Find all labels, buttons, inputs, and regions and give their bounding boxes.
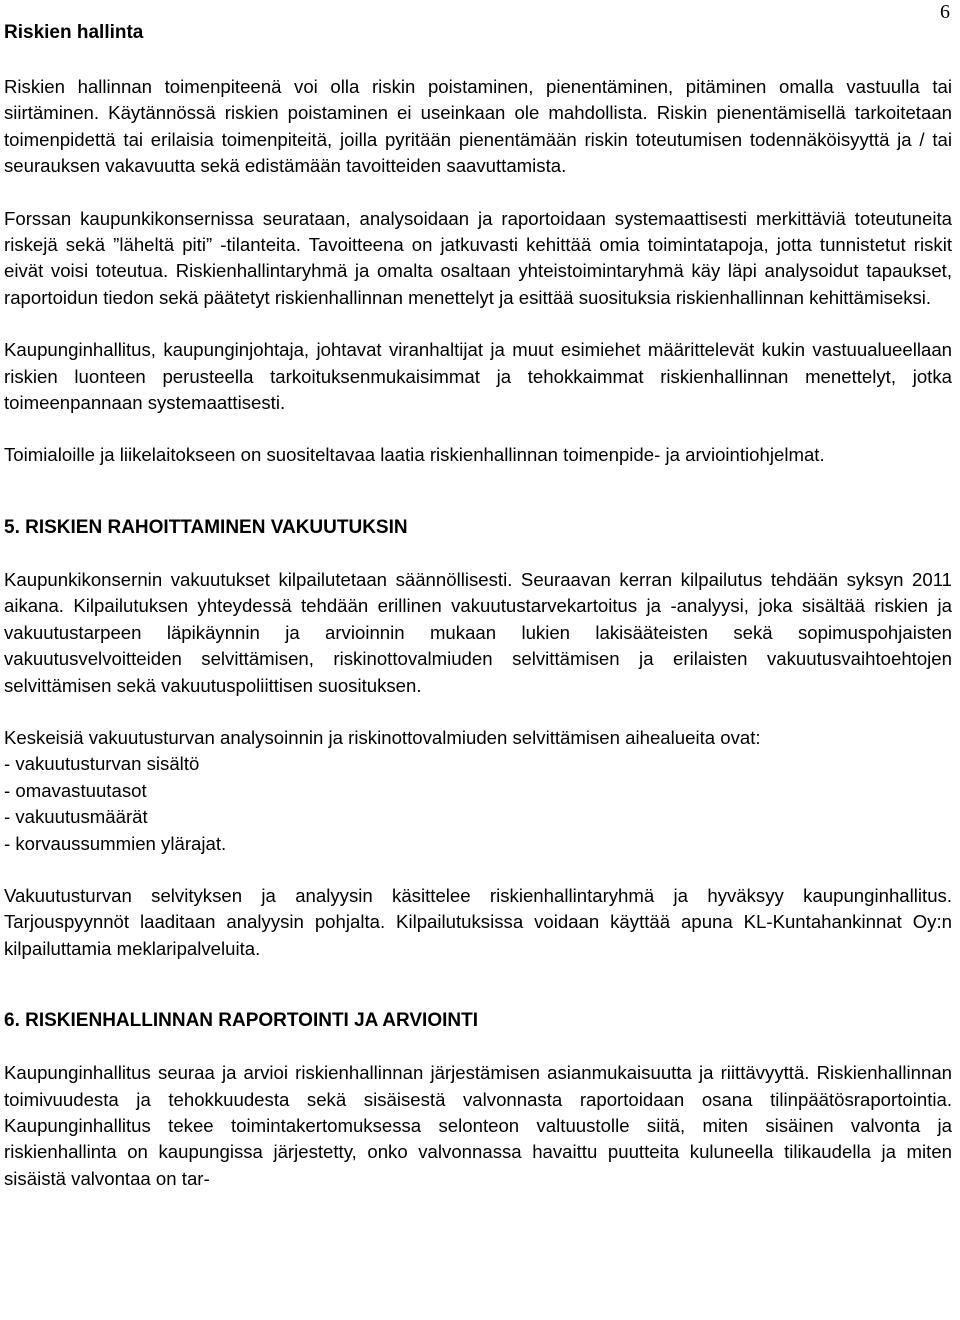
paragraph-list-intro: Keskeisiä vakuutusturvan analysoinnin ja riskinottovalmiuden selvittämisen aihealueita ovat: xyxy=(4,726,761,748)
list-item: - vakuutusmäärät xyxy=(4,806,148,828)
paragraph-insurance-tendering: Kaupunkikonsernin vakuutukset kilpailutetaan säännöllisesti. Seuraavan kerran kilpailutus tehdään syksyn 2011 aikana. Kilpailutuksen yhteydessä tehdään erillinen vakuutustarvekartoitus ja -analyysi, joka sisältää riskien ja vakuutustarpeen läpikäynnin ja arvioinnin mukaan lukien lakisääteisten sekä sopimuspohjaisten vakuutusvelvoitteiden selvittämisen, riskinottovalmiuden selvittämisen ja erilaisten vakuutusvaihtoehtojen selvittämisen sekä vakuutuspoliittisen suosituksen. xyxy=(4,568,952,696)
paragraph-forssa-monitoring: Forssan kaupunkikonsernissa seurataan, analysoidaan ja raportoidaan systemaattisesti merkittäviä toteutuneita riskejä sekä ”läheltä piti” -tilanteita. Tavoitteena on jatkuvasti kehittää omia toimintatapoja, jotta tunnistetut riskit eivät voisi toteutua. Riskienhallintaryhmä ja omalta osaltaan yhteistoimintaryhmä käy läpi analysoidut tapaukset, raportoidun tiedon sekä päätetyt riskienhallinnan menettelyt ja esittää suosituksia riskienhallinnan kehittämiseksi. xyxy=(4,207,952,308)
section-6-heading: 6. RISKIENHALLINNAN RAPORTOINTI JA ARVIOINTI xyxy=(4,1010,478,1032)
section-5-heading: 5. RISKIEN RAHOITTAMINEN VAKUUTUKSIN xyxy=(4,516,408,538)
section-title-riskien-hallinta: Riskien hallinta xyxy=(4,22,144,43)
paragraph-management-responsibilities: Kaupunginhallitus, kaupunginjohtaja, johtavat viranhaltijat ja muut esimiehet määrittelevät kukin vastuualueellaan riskien luonteen perusteella tarkoituksenmukaisimmat ja tehokkaimmat riskienhallinnan menettelyt, jotka toimeenpannaan systemaattisesti. xyxy=(4,339,952,414)
paragraph-reporting: Kaupunginhallitus seuraa ja arvioi riskienhallinnan järjestämisen asianmukaisuutta ja riittävyyttä. Riskienhallinnan toimivuudesta ja tehokkuudesta sekä sisäisestä valvonnasta raportoidaan osana tilinpäätösraportointia. Kaupunginhallitus tekee toimintakertomuksessa selonteon valtuustolle siitä, miten sisäinen valvonta ja riskienhallinta on kaupungissa järjestetty, onko valvonnassa havaittu puutteita kuluneella tilikaudella ja miten sisäistä valvontaa on tar- xyxy=(4,1062,952,1189)
paragraph-risk-measures: Riskien hallinnan toimenpiteenä voi olla riskin poistaminen, pienentäminen, pitäminen omalla vastuulla tai siirtäminen. Käytännössä riskien poistaminen ei useinkaan ole mahdollista. Riskin pienentämisellä tarkoitetaan toimenpidettä tai erilaisia toimenpiteitä, joilla pyritään pienentämään riskin toteutumisen todennäköisyyttä ja / tai seurauksen vakavuutta sekä edistämään tavoitteiden saavuttamista. xyxy=(4,76,952,177)
page-number: 6 xyxy=(940,1,950,23)
list-item: - omavastuutasot xyxy=(4,779,147,801)
list-item: - korvaussummien ylärajat. xyxy=(4,832,227,854)
list-item: - vakuutusturvan sisältö xyxy=(4,753,200,775)
paragraph-insurance-analysis: Vakuutusturvan selvityksen ja analyysin käsittelee riskienhallintaryhmä ja hyväksyy kaupunginhallitus. Tarjouspyynnöt laaditaan analyysin pohjalta. Kilpailutuksissa voidaan käyttää apuna KL-Kuntahankinnat Oy:n kilpailuttamia meklaripalveluita. xyxy=(4,884,952,959)
paragraph-recommendation: Toimialoille ja liikelaitokseen on suositeltavaa laatia riskienhallinnan toimenpide- ja arviointiohjelmat. xyxy=(4,444,825,466)
document-body xyxy=(4,18,952,1192)
